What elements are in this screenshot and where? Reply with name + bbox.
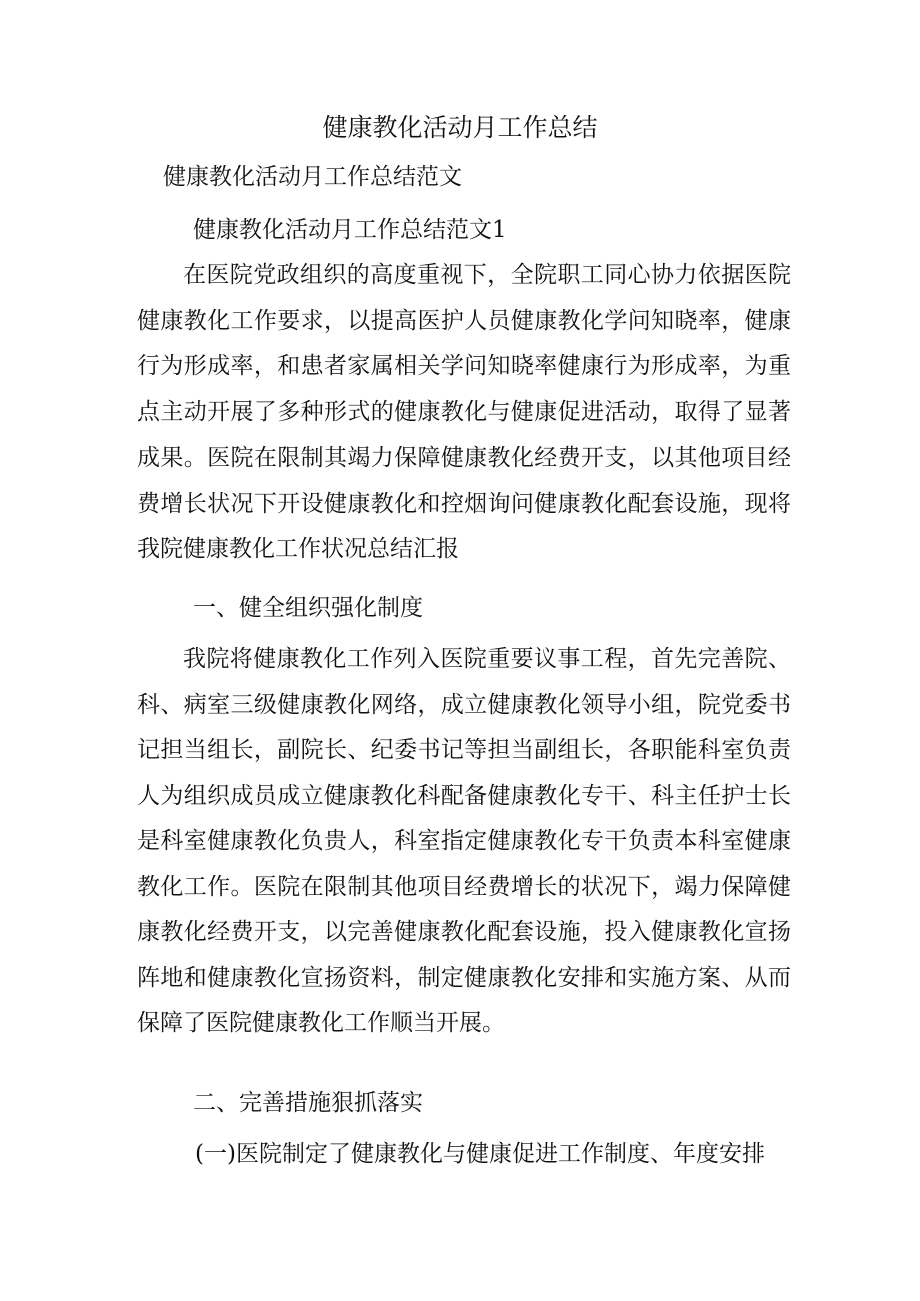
document-subtitle: 健康教化活动月工作总结范文 xyxy=(163,164,462,190)
section-heading: 健康教化活动月工作总结范文1 xyxy=(193,217,507,243)
part2-heading: 二、完善措施狠抓落实 xyxy=(193,1090,423,1116)
document-title: 健康教化活动月工作总结 xyxy=(322,113,598,142)
intro-paragraph: 在医院党政组织的高度重视下，全院职工同心协力依据医院健康教化工作要求，以提高医护人员健康教化学问知晓率，健康行为形成率，和患者家属相关学问知晓率健康行为形成率，为重点主动开展了多种形式的健康教化与健康促进活动，取得了显著成果。医院在限制其竭力保障健康教化经费开支，以其他项目经费增长状况下开设健康教化和控烟询问健康教化配套设施，现将我院健康教化工作状况总结汇报 xyxy=(137,262,791,563)
part1-paragraph: 我院将健康教化工作列入医院重要议事工程，首先完善院、科、病室三级健康教化网络，成立健康教化领导小组，院党委书记担当组长，副院长、纪委书记等担当副组长，各职能科室负责人为组织成员成立健康教化科配备健康教化专干、科主任护士长是科室健康教化负贵人，科室指定健康教化专干负责本科室健康教化工作。医院在限制其他项目经费增长的状况下，竭力保障健康教化经费开支，以完善健康教化配套设施，投入健康教化宣扬阵地和健康教化宣扬资料，制定健康教化安排和实施方案、从而保障了医院健康教化工作顺当开展。 xyxy=(137,646,791,1036)
part2-item-1: (一)医院制定了健康教化与健康促进工作制度、年度安排 xyxy=(195,1141,765,1167)
part1-heading: 一、健全组织强化制度 xyxy=(193,595,423,621)
